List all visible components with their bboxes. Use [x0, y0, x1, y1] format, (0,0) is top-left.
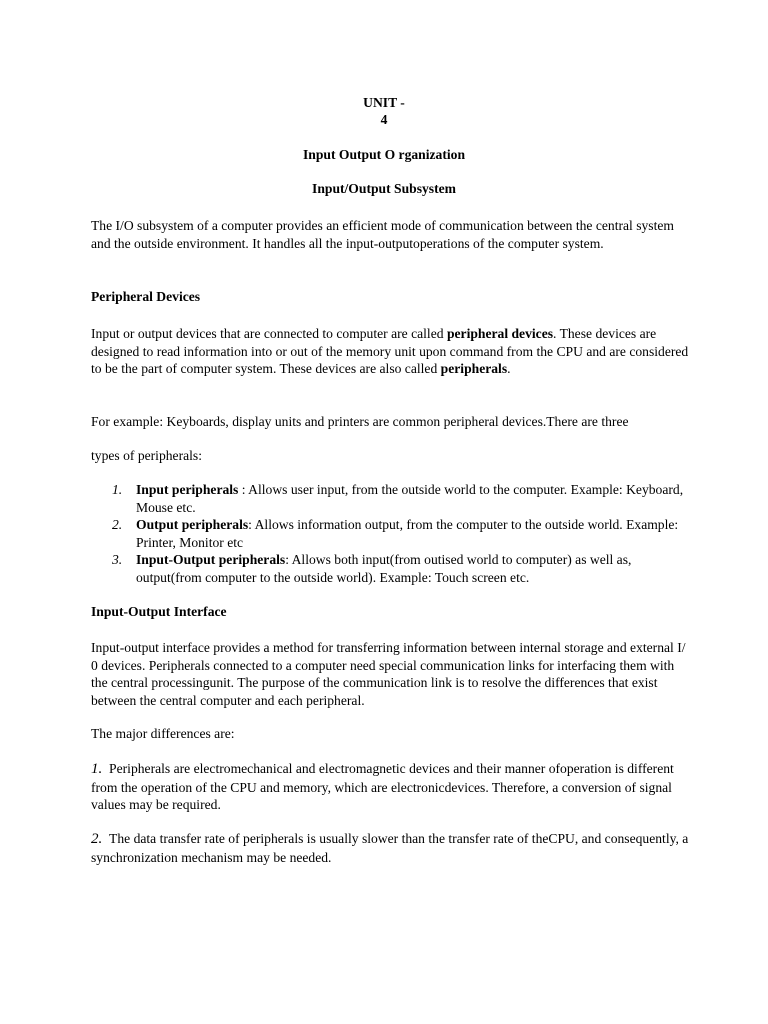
list-item-text: : Allows both input(from outised world to computer) as well as, output(from computer to the outside world). Example: Touch screen etc.: [136, 552, 632, 585]
peripheral-devices-heading: Peripheral Devices: [91, 289, 201, 304]
list-item-label: Input peripherals: [136, 482, 239, 497]
io-interface-heading: Input-Output Interface: [91, 604, 227, 619]
peripherals-term: peripherals: [440, 361, 508, 376]
list-item: [91, 481, 691, 516]
list-number: 2.: [112, 517, 123, 532]
unit-number: 4: [380, 112, 388, 127]
difference-text: The data transfer rate of peripherals is usually slower than the transfer rate of theCPU, and consequently, a synchronization mechanism may be needed.: [91, 831, 689, 865]
example-line: For example: Keyboards, display units and printers are common peripheral devices.There are three: [91, 414, 629, 429]
page-title: Input Output O rganization: [302, 147, 466, 162]
difference-item: [91, 830, 691, 866]
unit-heading: [0, 94, 768, 128]
section-title: Input/Output Subsystem: [312, 181, 456, 196]
peripheral-text-2: . These devices are designed to read information into or out of the memory unit upon command from the CPU and are considered to be the part of computer system. These devices are also called: [91, 326, 689, 376]
peripheral-text-1: Input or output devices that are connected to computer are called: [91, 326, 447, 341]
intro-paragraph: The I/O subsystem of a computer provides an efficient mode of communication between the central system and the outside environment. It handles all the input-outputoperations of the computer system.: [91, 218, 674, 251]
unit-label: UNIT -: [363, 95, 405, 110]
peripheral-term: peripheral devices: [446, 326, 554, 341]
difference-number: 1.: [91, 761, 103, 777]
list-item-text: : Allows user input, from the outside world to the computer. Example: Keyboard, Mouse etc.: [136, 482, 684, 515]
list-item: [91, 551, 691, 586]
peripheral-text-3: .: [507, 361, 511, 376]
list-item: [91, 516, 691, 551]
difference-text: Peripherals are electromechanical and electromagnetic devices and their manner ofoperation is different from the operation of the CPU and memory, which are electronicdevices. Therefore, a conversion of signal values may be required.: [91, 761, 674, 812]
peripheral-types-list: [91, 481, 691, 586]
list-number: 3.: [112, 552, 123, 567]
interface-paragraph: Input-output interface provides a method for transferring information between internal storage and external I/ 0 devices. Peripherals connected to a computer need special communication links for interfacing them with the central processingunit. The purpose of the communication link is to resolve the differences that exist between the central computer and each peripheral.: [91, 640, 686, 708]
types-line: types of peripherals:: [91, 448, 202, 463]
difference-number: 2.: [91, 831, 103, 847]
list-number: 1.: [112, 482, 123, 497]
list-item-label: Input-Output peripherals: [136, 552, 286, 567]
difference-item: [91, 760, 691, 814]
peripheral-paragraph: [91, 325, 691, 378]
list-item-label: Output peripherals: [136, 517, 249, 532]
differences-intro: The major differences are:: [91, 726, 235, 741]
list-item-text: : Allows information output, from the computer to the outside world. Example: Printer, Monitor etc: [136, 517, 679, 550]
